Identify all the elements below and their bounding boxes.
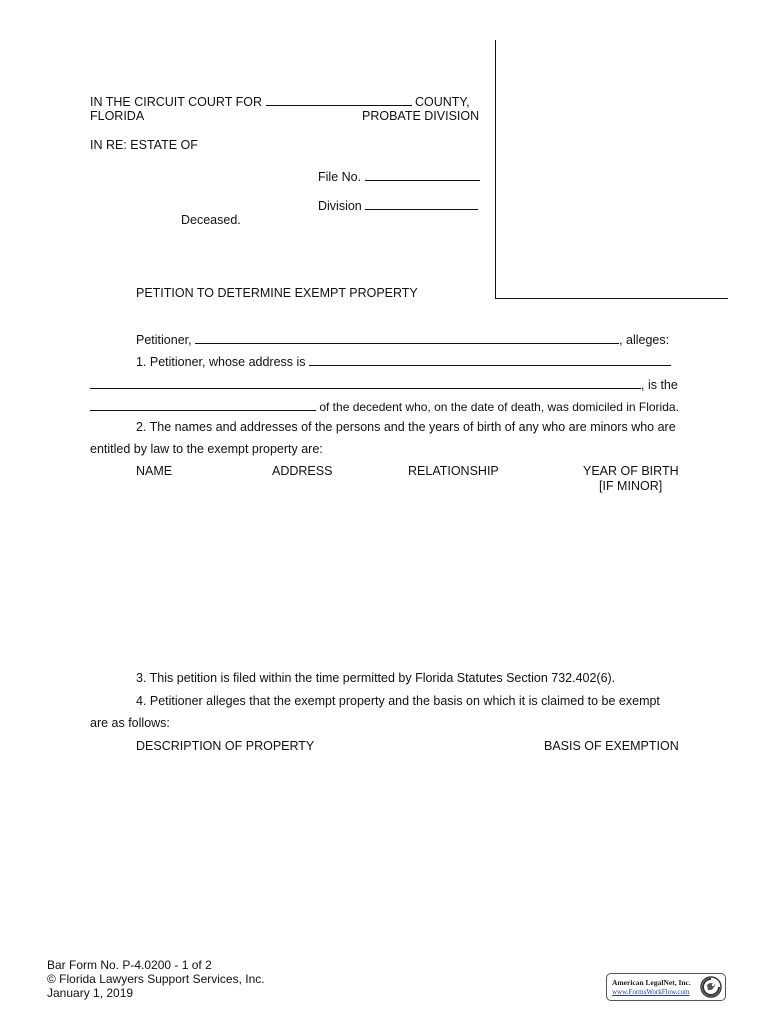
column-relationship: RELATIONSHIP (408, 464, 499, 478)
relationship-blank[interactable] (90, 398, 316, 411)
petitioner-blank[interactable] (195, 331, 619, 344)
column-address: ADDRESS (272, 464, 333, 478)
division-blank[interactable] (365, 197, 478, 210)
copyright: © Florida Lawyers Support Services, Inc. (47, 972, 265, 986)
column-description: DESCRIPTION OF PROPERTY (136, 739, 315, 753)
paragraph-1-line3: of the decedent who, on the date of death, was domiciled in Florida. (90, 398, 679, 414)
badge-company: American LegalNet, Inc. (612, 978, 691, 987)
paragraph-1-line2: , is the (90, 376, 678, 392)
address-blank-1[interactable] (309, 353, 671, 366)
legalnet-badge[interactable] (606, 973, 726, 1001)
form-number: Bar Form No. P-4.0200 - 1 of 2 (47, 958, 212, 972)
column-basis: BASIS OF EXEMPTION (544, 739, 679, 753)
paragraph-2-line1: 2. The names and addresses of the persons and the years of birth of any who are minors who are (136, 420, 676, 434)
column-name: NAME (136, 464, 173, 478)
document-title: PETITION TO DETERMINE EXEMPT PROPERTY (136, 286, 418, 300)
address-blank-2[interactable] (90, 376, 641, 389)
paragraph-4-line1: 4. Petitioner alleges that the exempt property and the basis on which it is claimed to be exempt (136, 694, 660, 708)
division-field: Division (318, 197, 478, 213)
column-year-of-birth: YEAR OF BIRTH (583, 464, 679, 478)
file-no-field: File No. (318, 168, 480, 184)
probate-division-label: PROBATE DIVISION (362, 109, 480, 123)
footer (47, 958, 265, 1000)
in-re-label: IN RE: ESTATE OF (90, 138, 198, 152)
form-date: January 1, 2019 (47, 986, 134, 1000)
caption-horizontal-rule (495, 298, 728, 299)
paragraph-1-line1: 1. Petitioner, whose address is (136, 353, 671, 369)
file-no-blank[interactable] (365, 168, 480, 181)
paragraph-4-line2: are as follows: (90, 716, 170, 730)
florida-label: FLORIDA (90, 109, 145, 123)
petitioner-line: Petitioner, , alleges: (136, 333, 670, 347)
column-if-minor: [IF MINOR] (599, 479, 663, 493)
caption-vertical-rule (495, 40, 496, 298)
county-blank[interactable] (266, 93, 412, 106)
paragraph-2-line2: entitled by law to the exempt property are: (90, 442, 323, 456)
paragraph-3: 3. This petition is filed within the time permitted by Florida Statutes Section 732.402(6). (136, 671, 616, 685)
deceased-label: Deceased. (181, 213, 241, 227)
court-line: IN THE CIRCUIT COURT FOR COUNTY, (90, 95, 470, 109)
legalnet-logo-icon (700, 976, 722, 998)
badge-link[interactable]: www.FormsWorkFlow.com (612, 988, 690, 996)
